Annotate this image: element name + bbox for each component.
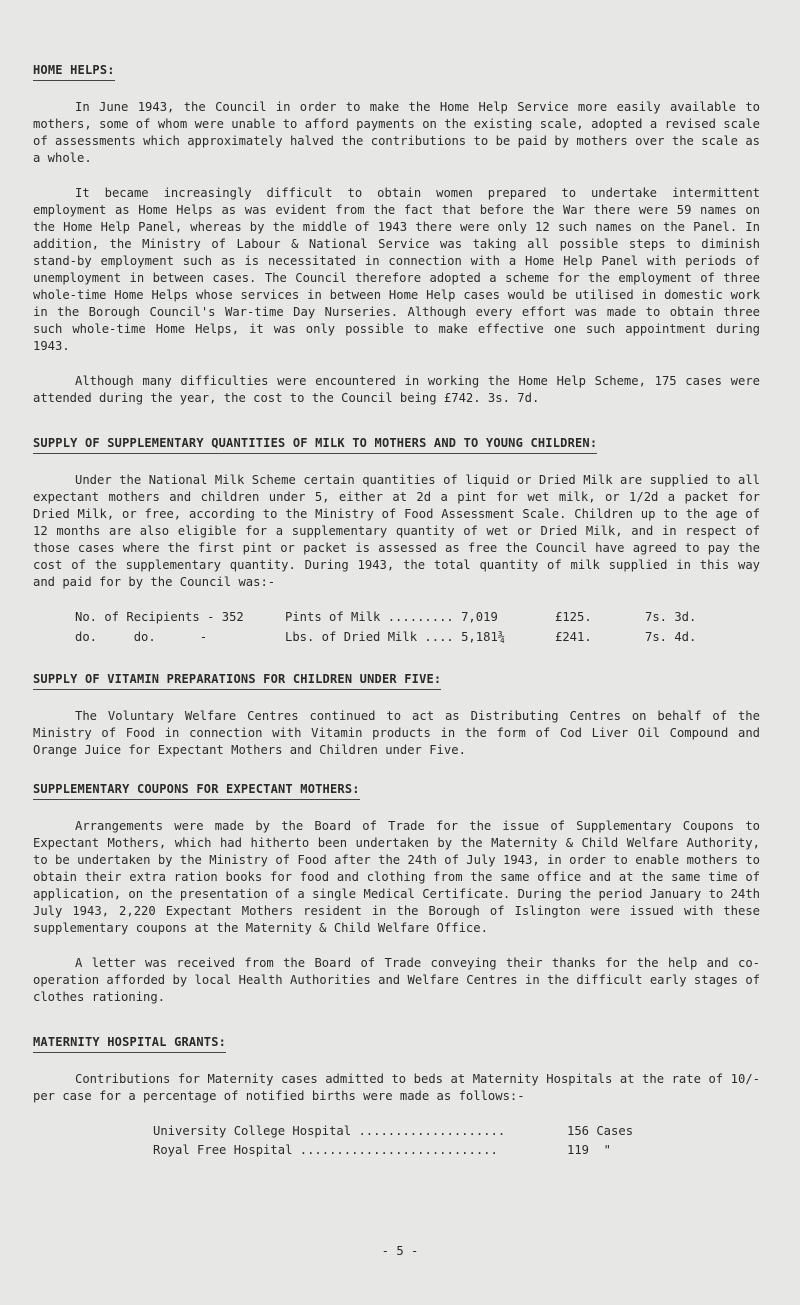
quantity-cell: Lbs. of Dried Milk .... 5,181¾ <box>285 630 506 644</box>
table-row <box>75 609 760 629</box>
home-helps-paragraph-1: In June 1943, the Council in order to make the Home Help Service more easily available to mothers, some of whom were unable to afford payments on the existing scale, adopted a revised scale of assessments which approximately halved the contributions to be paid by mothers over the scale as a whole. <box>33 100 760 165</box>
home-helps-paragraph-2: It became increasingly difficult to obtain women prepared to undertake intermittent employment as Home Helps as was evident from the fact that before the War there were 59 names on the Home Help Panel, whereas by the middle of 1943 there were only 12 such names on the Panel. In addition, the Ministry of Labour & National Service was taking all possible steps to diminish stand-by employment such as is necessitated in connection with a Home Help Panel with periods of unemployment in between cases. The Council therefore adopted a scheme for the employment of three whole-time Home Helps whose services in between Home Help cases would be utilised in domestic work in the Borough Council's War-time Day Nurseries. Although every effort was made to obtain three such whole-time Home Helps, it was only possible to make effective one such appointment during 1943. <box>33 186 760 353</box>
recipients-cell: do. do. - <box>75 630 208 644</box>
cost-shillings-cell: 7s. 3d. <box>645 610 697 624</box>
table-row <box>153 1123 760 1142</box>
hospital-name-cell: Royal Free Hospital ........................... <box>153 1143 498 1157</box>
cost-pounds-cell: £241. <box>555 630 592 644</box>
table-row <box>153 1142 760 1161</box>
vitamin-paragraph-1: The Voluntary Welfare Centres continued to act as Distributing Centres on behalf of the Ministry of Food in connection with Vitamin products in the form of Cod Liver Oil Compound and Orange Juice for Expectant Mothers and Children under Five. <box>33 709 760 757</box>
section-heading-maternity: MATERNITY HOSPITAL GRANTS: <box>33 1034 226 1053</box>
section-heading-coupons: SUPPLEMENTARY COUPONS FOR EXPECTANT MOTHERS: <box>33 781 360 800</box>
section-heading-home-helps: HOME HELPS: <box>33 62 115 81</box>
table-row <box>75 629 760 649</box>
recipients-cell: No. of Recipients - 352 <box>75 610 244 624</box>
milk-paragraph-1: Under the National Milk Scheme certain quantities of liquid or Dried Milk are supplied to all expectant mothers and children under 5, either at 2d a pint for wet milk, or 1/2d a packet for Dried Milk, or free, according to the Ministry of Food Assessment Scale. Children up to the age of 12 months are also eligible for a supplementary quantity of wet or Dried Milk, and in respect of those cases where the first pint or packet is assessed as free the Council have agreed to pay the cost of the supplementary quantity. During 1943, the total quantity of milk supplied in this way and paid for by the Council was:- <box>33 473 760 589</box>
section-heading-milk: SUPPLY OF SUPPLEMENTARY QUANTITIES OF MILK TO MOTHERS AND TO YOUNG CHILDREN: <box>33 435 597 454</box>
cost-pounds-cell: £125. <box>555 610 592 624</box>
maternity-paragraph-1: Contributions for Maternity cases admitted to beds at Maternity Hospitals at the rate of 10/- per case for a percentage of notified births were made as follows:- <box>33 1072 760 1103</box>
milk-quantities-table <box>75 609 760 649</box>
hospital-grants-table <box>153 1123 760 1161</box>
hospital-name-cell: University College Hospital .................... <box>153 1124 506 1138</box>
quantity-cell: Pints of Milk ......... 7,019 <box>285 610 498 624</box>
coupons-paragraph-1: Arrangements were made by the Board of Trade for the issue of Supplementary Coupons to Expectant Mothers, which had hitherto been undertaken by the Maternity & Child Welfare Authority, to be undertaken by the Ministry of Food after the 24th of July 1943, in order to enable mothers to obtain their extra ration books for food and clothing from the same office and at the same time of application, on the presentation of a single Medical Certificate. During the period January to 24th July 1943, 2,220 Expectant Mothers resident in the Borough of Islington were issued with these supplementary coupons at the Maternity & Child Welfare Office. <box>33 819 760 935</box>
cost-shillings-cell: 7s. 4d. <box>645 630 697 644</box>
section-heading-vitamin: SUPPLY OF VITAMIN PREPARATIONS FOR CHILDREN UNDER FIVE: <box>33 671 441 690</box>
page-number: - 5 - <box>381 1244 419 1258</box>
coupons-paragraph-2: A letter was received from the Board of Trade conveying their thanks for the help and co-operation afforded by local Health Authorities and Welfare Centres in the difficult early stages of clothes rationing. <box>33 956 760 1004</box>
hospital-cases-cell: 156 Cases <box>567 1124 634 1138</box>
home-helps-paragraph-3: Although many difficulties were encountered in working the Home Help Scheme, 175 cases were attended during the year, the cost to the Council being £742. 3s. 7d. <box>33 374 760 405</box>
hospital-cases-cell: 119 " <box>567 1143 612 1157</box>
